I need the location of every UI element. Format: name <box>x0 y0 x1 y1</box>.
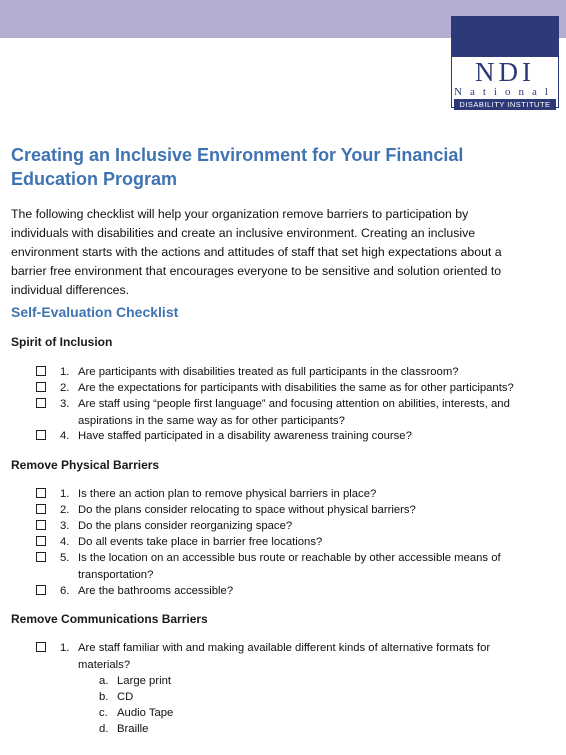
item-number: 2. <box>60 504 70 516</box>
item-text: Are the expectations for participants with disabilities the same as for other participants? <box>78 382 514 394</box>
sub-item-text: Audio Tape <box>117 707 174 719</box>
item-text: Do the plans consider reorganizing space? <box>78 520 293 532</box>
logo-top-block <box>452 17 558 57</box>
logo-national-text: National <box>454 86 556 98</box>
checkbox[interactable] <box>36 488 46 498</box>
checkbox[interactable] <box>36 430 46 440</box>
sub-item-letter: c. <box>99 707 108 719</box>
intro-line: individuals with disabilities and create an inclusive environment. Creating an inclusive <box>11 226 476 240</box>
item-number: 3. <box>60 398 70 410</box>
intro-paragraph <box>11 205 551 300</box>
intro-line: The following checklist will help your organization remove barriers to participation by <box>11 207 469 221</box>
item-number: 6. <box>60 585 70 597</box>
checkbox[interactable] <box>36 382 46 392</box>
sub-item-letter: a. <box>99 675 109 687</box>
item-number: 1. <box>60 366 70 378</box>
item-number: 2. <box>60 382 70 394</box>
item-text: Are the bathrooms accessible? <box>78 585 234 597</box>
item-number: 5. <box>60 552 70 564</box>
checkbox[interactable] <box>36 536 46 546</box>
title-line-1: Creating an Inclusive Environment for Your Financial <box>11 145 464 165</box>
item-number: 4. <box>60 536 70 548</box>
checkbox[interactable] <box>36 504 46 514</box>
item-text: Is the location on an accessible bus route or reachable by other accessible means of <box>78 552 501 564</box>
sub-item-text: Braille <box>117 723 149 735</box>
checkbox[interactable] <box>36 585 46 595</box>
intro-line: environment starts with the actions and attitudes of staff that set high expectations about a <box>11 245 502 259</box>
section-heading-remove-physical-barriers: Remove Physical Barriers <box>11 458 160 472</box>
intro-line: barrier free environment that encourages everyone to be sensitive and solution oriented to <box>11 264 502 278</box>
checkbox[interactable] <box>36 642 46 652</box>
section-heading-spirit-of-inclusion: Spirit of Inclusion <box>11 335 113 349</box>
item-text-continued: materials? <box>78 658 131 671</box>
item-text: Do all events take place in barrier free locations? <box>78 536 323 548</box>
page-title <box>11 143 491 191</box>
item-text-continued: aspirations in the same way as for other participants? <box>78 414 345 427</box>
ndi-logo <box>451 16 559 108</box>
checklist-heading: Self-Evaluation Checklist <box>11 304 179 320</box>
item-text: Are participants with disabilities treated as full participants in the classroom? <box>78 366 459 378</box>
item-number: 1. <box>60 488 70 500</box>
item-number: 4. <box>60 430 70 442</box>
sub-item-text: CD <box>117 691 134 703</box>
item-number: 1. <box>60 642 70 654</box>
checkbox[interactable] <box>36 366 46 376</box>
checkbox[interactable] <box>36 520 46 530</box>
checkbox[interactable] <box>36 398 46 408</box>
item-text-continued: transportation? <box>78 568 154 581</box>
logo-institute-band: DISABILITY INSTITUTE <box>454 99 556 110</box>
item-number: 3. <box>60 520 70 532</box>
item-text: Is there an action plan to remove physical barriers in place? <box>78 488 377 500</box>
logo-ndi-text: NDI <box>475 57 535 87</box>
section-heading-remove-communications-barriers: Remove Communications Barriers <box>11 612 208 626</box>
title-line-2: Education Program <box>11 169 178 189</box>
item-text: Are staff using “people first language” and focusing attention on abilities, interests, and <box>78 398 510 410</box>
sub-item-text: Large print <box>117 675 172 687</box>
item-text: Are staff familiar with and making available different kinds of alternative formats for <box>78 642 491 654</box>
intro-line: individual differences. <box>11 283 130 297</box>
sub-item-letter: b. <box>99 691 109 703</box>
checkbox[interactable] <box>36 552 46 562</box>
item-text: Have staffed participated in a disability awareness training course? <box>78 430 412 442</box>
sub-item-letter: d. <box>99 723 109 735</box>
item-text: Do the plans consider relocating to space without physical barriers? <box>78 504 416 516</box>
